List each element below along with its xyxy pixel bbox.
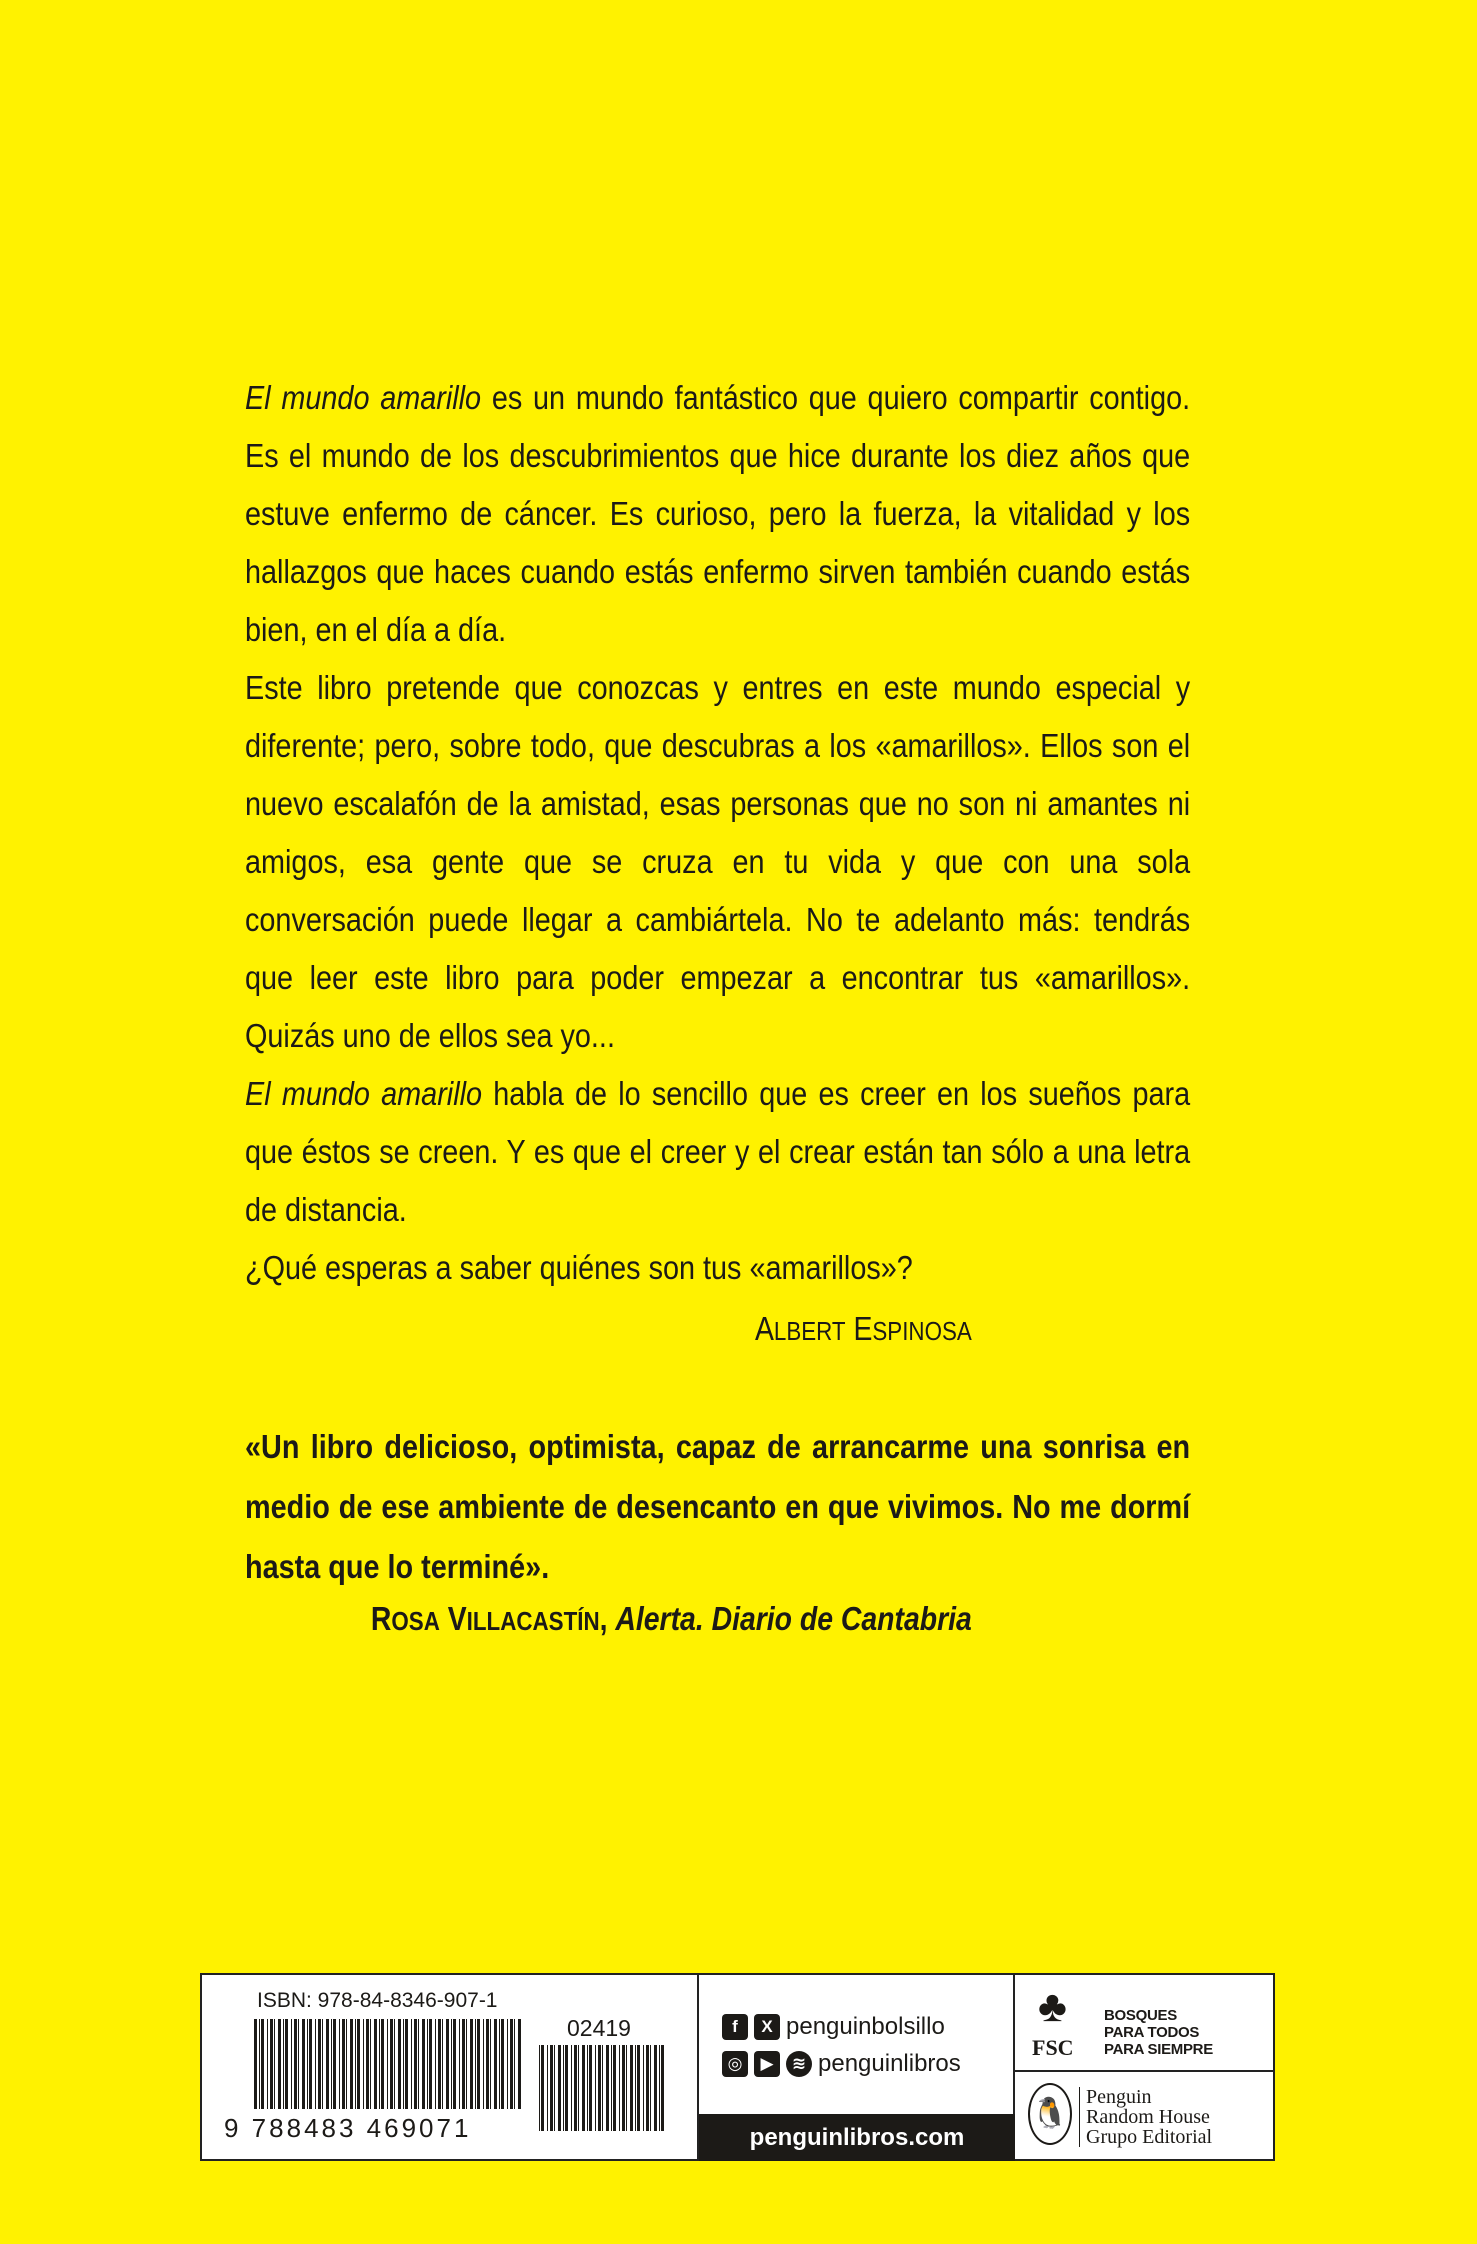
blurb-paragraph-2: Este libro pretende que conozcas y entres en este mundo especial y diferente; pero, sobre todo, que descubras a los «amarillos». Ellos son el nuevo escalafón de la amistad, esas personas que no son ni amantes ni amigos, esa gente que se cruza en tu vida y que con una sola conversación puede llegar a cambiártela. No te adelanto más: tendrás que leer este libro para poder empezar a encontrar tus «amarillos». Quizás uno de ellos sea yo... xyxy=(245,670,1191,1055)
isbn-label: ISBN: 978-84-8346-907-1 xyxy=(257,1989,498,2012)
isbn-barcode xyxy=(254,2019,524,2109)
book-title-italic: El mundo amarillo xyxy=(245,1076,483,1113)
blurb-author-signature: ALBERT ESPINOSA xyxy=(754,1310,972,1347)
instagram-icon[interactable]: ◎ xyxy=(722,2051,748,2077)
press-quote xyxy=(245,1418,1190,1598)
social-handle-libros[interactable]: penguinlibros xyxy=(818,2050,961,2077)
publisher-info-box xyxy=(200,1973,1275,2161)
social-row-1 xyxy=(722,2013,945,2041)
social-row-2 xyxy=(722,2050,961,2078)
blurb-paragraph-4: ¿Qué esperas a saber quiénes son tus «amarillos»? xyxy=(245,1250,913,1287)
press-source: Alerta. Diario de Cantabria xyxy=(615,1600,972,1637)
press-quote-attribution: ROSA VILLACASTÍN, Alerta. Diario de Cantabria xyxy=(370,1600,972,1637)
spotify-icon[interactable]: ≋ xyxy=(786,2051,812,2077)
penguin-random-house-logo xyxy=(1028,2083,1273,2153)
press-quote-text: «Un libro delicioso, optimista, capaz de arrancarme una sonrisa en medio de ese ambiente de desencanto en que vivimos. No me dormí hasta que lo terminé». xyxy=(245,1429,1191,1586)
addon-barcode xyxy=(539,2045,669,2131)
prh-wordmark: Penguin Random House Grupo Editorial xyxy=(1086,2086,1213,2148)
blurb-paragraph-3: El mundo amarillo habla de lo sencillo que es creer en los sueños para que éstos se creen. Y es que el creer y el crear están tan sólo a una letra de distancia. xyxy=(245,1076,1191,1229)
facebook-icon[interactable]: f xyxy=(722,2014,748,2040)
price-code: 02419 xyxy=(567,2015,631,2041)
fsc-label: FSC xyxy=(1032,2035,1074,2060)
ean-digits: 9 788483 469071 xyxy=(224,2113,472,2143)
social-handle-bolsillo[interactable]: penguinbolsillo xyxy=(786,2013,945,2040)
blurb-paragraph-1: El mundo amarillo es un mundo fantástico que quiero compartir contigo. Es el mundo de los descubrimientos que hice durante los diez años que estuve enfermo de cáncer. Es curioso, pero la fuerza, la vitalidad y los hallazgos que haces cuando estás enfermo sirven también cuando estás bien, en el día a día. xyxy=(245,380,1191,649)
x-icon[interactable]: X xyxy=(754,2014,780,2040)
penguin-icon: 🐧 xyxy=(1028,2083,1072,2145)
book-title-italic: El mundo amarillo xyxy=(245,380,482,417)
fsc-certification xyxy=(1026,1982,1276,2065)
tree-icon: ♣ xyxy=(1038,1982,1067,2031)
publisher-website[interactable]: penguinlibros.com xyxy=(699,2114,1015,2161)
youtube-icon[interactable]: ▶ xyxy=(754,2051,780,2077)
fsc-slogan: BOSQUES PARA TODOS PARA SIEMPRE xyxy=(1104,2007,1213,2058)
back-cover-blurb xyxy=(245,370,1190,1298)
